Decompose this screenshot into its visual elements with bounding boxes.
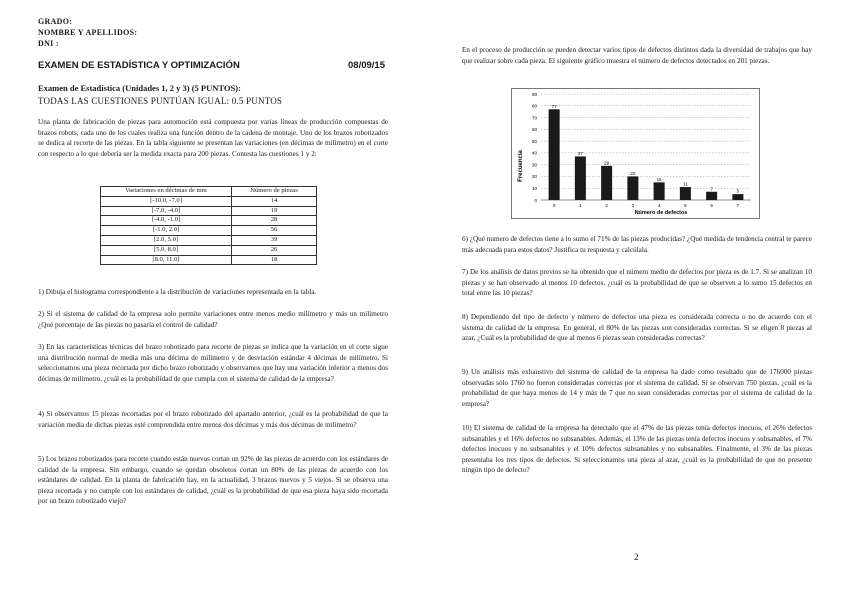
exam-note: TODAS LAS CUESTIONES PUNTÚAN IGUAL: 0.5 PUNTOS xyxy=(38,96,283,106)
bar-value-label: 20 xyxy=(630,170,636,176)
variations-table xyxy=(100,186,317,265)
bar xyxy=(654,182,665,200)
defects-bar-chart xyxy=(511,88,760,219)
bar-value-label: 11 xyxy=(683,181,688,187)
page-number: 2 xyxy=(634,552,639,562)
table-row xyxy=(101,226,317,236)
x-tick-label: 2 xyxy=(605,203,608,208)
table-row xyxy=(101,196,317,206)
x-tick-label: 1 xyxy=(579,203,582,208)
exam-date: 08/09/15 xyxy=(348,60,385,71)
table-cell: [-1.0, 2.0] xyxy=(101,226,232,236)
bar-value-label: 29 xyxy=(604,160,610,166)
bar-value-label: 5 xyxy=(736,188,740,194)
question-5: 5) Los brazos robotizados para recorte cuando están nuevos cortan un 92% de las piezas de acuerdo con los estándares de calidad de la empresa. Sin embargo, cuando se quedan obsoletos cortan un 80% de las piezas de acuerdo con los estándares de calidad. En la planta de fabricación hay, en la actualidad, 3 brazos nuevos y 5 viejos. Si se observa una pieza recortada y no cumple con los estándares de calidad, ¿cuál es la probabilidad de que esa pieza haya sido recortada por un brazo robotizado viejo? xyxy=(38,455,388,506)
question-6: 6) ¿Qué numero de defectos tiene a lo sumo el 71% de las piezas producidas? ¿Qué medida de tendencia central te parece más adecuada para estos datos? Justifica tu respuesta y calcúlala. xyxy=(462,235,812,254)
table-row xyxy=(101,216,317,226)
exam-title: EXAMEN DE ESTADÍSTICA Y OPTIMIZACIÓN xyxy=(38,60,240,71)
y-tick-label: 90 xyxy=(531,91,537,97)
table-cell: [5.0, 8.0] xyxy=(101,245,232,255)
bar xyxy=(601,166,612,200)
table-cell: 19 xyxy=(232,206,317,216)
y-tick-label: 0 xyxy=(534,197,537,203)
dni-label: DNI : xyxy=(38,39,59,48)
y-tick-label: 70 xyxy=(531,115,537,121)
x-tick-label: 6 xyxy=(710,203,713,208)
table-cell: 39 xyxy=(232,235,317,245)
x-tick-label: 3 xyxy=(631,203,635,208)
question-4: 4) Si observamos 15 piezas recortadas por el brazo robotizado del apartado anterior, ¿cuál es la probabilidad de que la variación media de dichas piezas esté comprendida entre menos dos décimas y más dos décimas de milímetro? xyxy=(38,410,388,429)
nombre-label: NOMBRE Y APELLIDOS: xyxy=(38,28,138,37)
question-8: 8) Dependiendo del tipo de defecto y número de defectos una pieza es considerada correcta o no de acuerdo con el sistema de calidad de la empresa. En general, el 80% de las piezas son consideradas correctas. Si se eligen 8 piezas al azar, ¿Cuál es la probabilidad de que al menos 6 piezas sean consideradas correctas? xyxy=(462,313,812,343)
y-tick-label: 30 xyxy=(531,162,537,168)
question-1: 1) Dibuja el histograma correspondiente a la distribución de variaciones representada en la tabla. xyxy=(38,288,317,296)
bar-value-label: 15 xyxy=(656,176,662,182)
x-tick-label: 7 xyxy=(736,203,740,208)
student-header xyxy=(38,16,137,49)
table-cell: [8.0, 11.0] xyxy=(101,255,232,265)
exam-subtitle: Examen de Estadística (Unidades 1, 2 y 3) (5 PUNTOS): xyxy=(38,83,241,93)
table-row xyxy=(101,235,317,245)
bar xyxy=(549,109,560,200)
grado-label: GRADO: xyxy=(38,17,73,26)
bar-value-label: 7 xyxy=(710,186,713,192)
table-cell: 28 xyxy=(232,216,317,226)
table-header: Número de piezas xyxy=(232,187,317,197)
y-tick-label: 80 xyxy=(531,103,537,109)
table-cell: 18 xyxy=(232,255,317,265)
y-tick-label: 40 xyxy=(531,150,537,156)
y-tick-label: 50 xyxy=(531,138,537,144)
table-row xyxy=(101,255,317,265)
y-axis-label: Frecuencia xyxy=(518,150,524,182)
bar xyxy=(732,194,743,200)
question-10: 10) El sistema de calidad de la empresa ha detectado que el 47% de las piezas tenía defectos inocuos, el 26% defectos subsanables y el 16% defectos no subsanables. Además, el 13% de las piezas tenía defectos inocuos y subsanables, el 7% defectos inocuos y no subsanables y el 10% defectos subsanables y no subsanables. Finalmente, el 3% de las piezas presentaba los tres tipos de defectos. Si seleccionamos una pieza al azar, ¿cuál es la probabilidad de que no presente ningún tipo de defecto? xyxy=(462,424,812,475)
x-tick-label: 4 xyxy=(657,203,661,208)
table-header-row xyxy=(101,187,317,197)
table-header: Variaciones en décimas de mm xyxy=(101,187,232,197)
question-3: 3) En las características técnicas del brazo robotizado para recorte de piezas se indica que la variación en el corte sigue una distribución normal de media más una décima de milímetro y de desviación estándar 4 décimas de milímetro. Si seleccionamos una pieza recortada por dicho brazo robotizado y observamos que hay una variación inferior a menos dos décimas de milímetro, ¿cuál es la probabilidad de que cumpla con el sistema de calidad de la empresa? xyxy=(38,343,388,383)
table-cell: [2.0, 5.0] xyxy=(101,235,232,245)
table-cell: 14 xyxy=(232,196,317,206)
bar xyxy=(575,156,586,200)
x-axis-label: Número de defectos xyxy=(634,210,688,216)
y-tick-label: 60 xyxy=(531,127,537,133)
bar xyxy=(706,192,717,200)
question-7: 7) De los análisis de datos previos se ha obtenido que el número medio de defectos por pieza es de 1.7. Si se analizan 10 piezas y se han observado al menos 10 defectos, ¿cuál es la probabilidad de que se observen a lo sumo 15 defectos en total entre las 10 piezas? xyxy=(462,268,812,298)
bar-value-label: 77 xyxy=(551,103,557,109)
table-cell: [-4.0, -1.0] xyxy=(101,216,232,226)
table-cell: [-7.0, -4.0] xyxy=(101,206,232,216)
intro-paragraph: Una planta de fabricación de piezas para automoción está compuesta por varias líneas de producción compuestas de brazos robots, cada uno de los cuales realiza una función dentro de la cadena de montaje. Uno de los brazos robotizados se dedica al recorte de las piezas. En la tabla siguiente se presentan las variaciones (en décimas de milímetro) en el corte con respecto a lo que debería ser la medida exacta para 200 piezas. Contesta las cuestiones 1 y 2: xyxy=(38,118,388,158)
x-tick-label: 5 xyxy=(684,203,687,208)
question-9: 9) Un análisis más exhaustivo del sistema de calidad de la empresa ha dado como resultado que de 176000 piezas observadas sólo 1760 no fueron consideradas correctas por el sistema de calidad. Si se observan 750 piezas, ¿cuál es la probabilidad de que haya menos de 14 y más de 7 que no sean consideradas correctas por el sistema de calidad de la empresa? xyxy=(462,368,812,408)
y-tick-label: 20 xyxy=(531,174,537,180)
bar-value-label: 37 xyxy=(577,150,583,156)
y-tick-label: 10 xyxy=(531,186,537,192)
exam-title-row xyxy=(38,60,385,71)
question-2: 2) Si el sistema de calidad de la empresa solo permite variaciones entre menos medio milímetro y más un milímetro ¿Qué porcentaje de las piezas no pasaría el control de calidad? xyxy=(38,310,388,329)
table-cell: 26 xyxy=(232,245,317,255)
right-intro: En el proceso de producción se pueden detectar varios tipos de defectos distintos dada la diversidad de trabajos que hay que realizar sobre cada pieza. El siguiente gráfico muestra el número de defectos detectados en 201 piezas. xyxy=(462,46,812,65)
table-cell: 56 xyxy=(232,226,317,236)
x-tick-label: 0 xyxy=(552,203,556,208)
table-cell: [-10.0, -7.0] xyxy=(101,196,232,206)
bar xyxy=(627,176,638,200)
bar xyxy=(680,187,691,200)
table-row xyxy=(101,245,317,255)
table-row xyxy=(101,206,317,216)
